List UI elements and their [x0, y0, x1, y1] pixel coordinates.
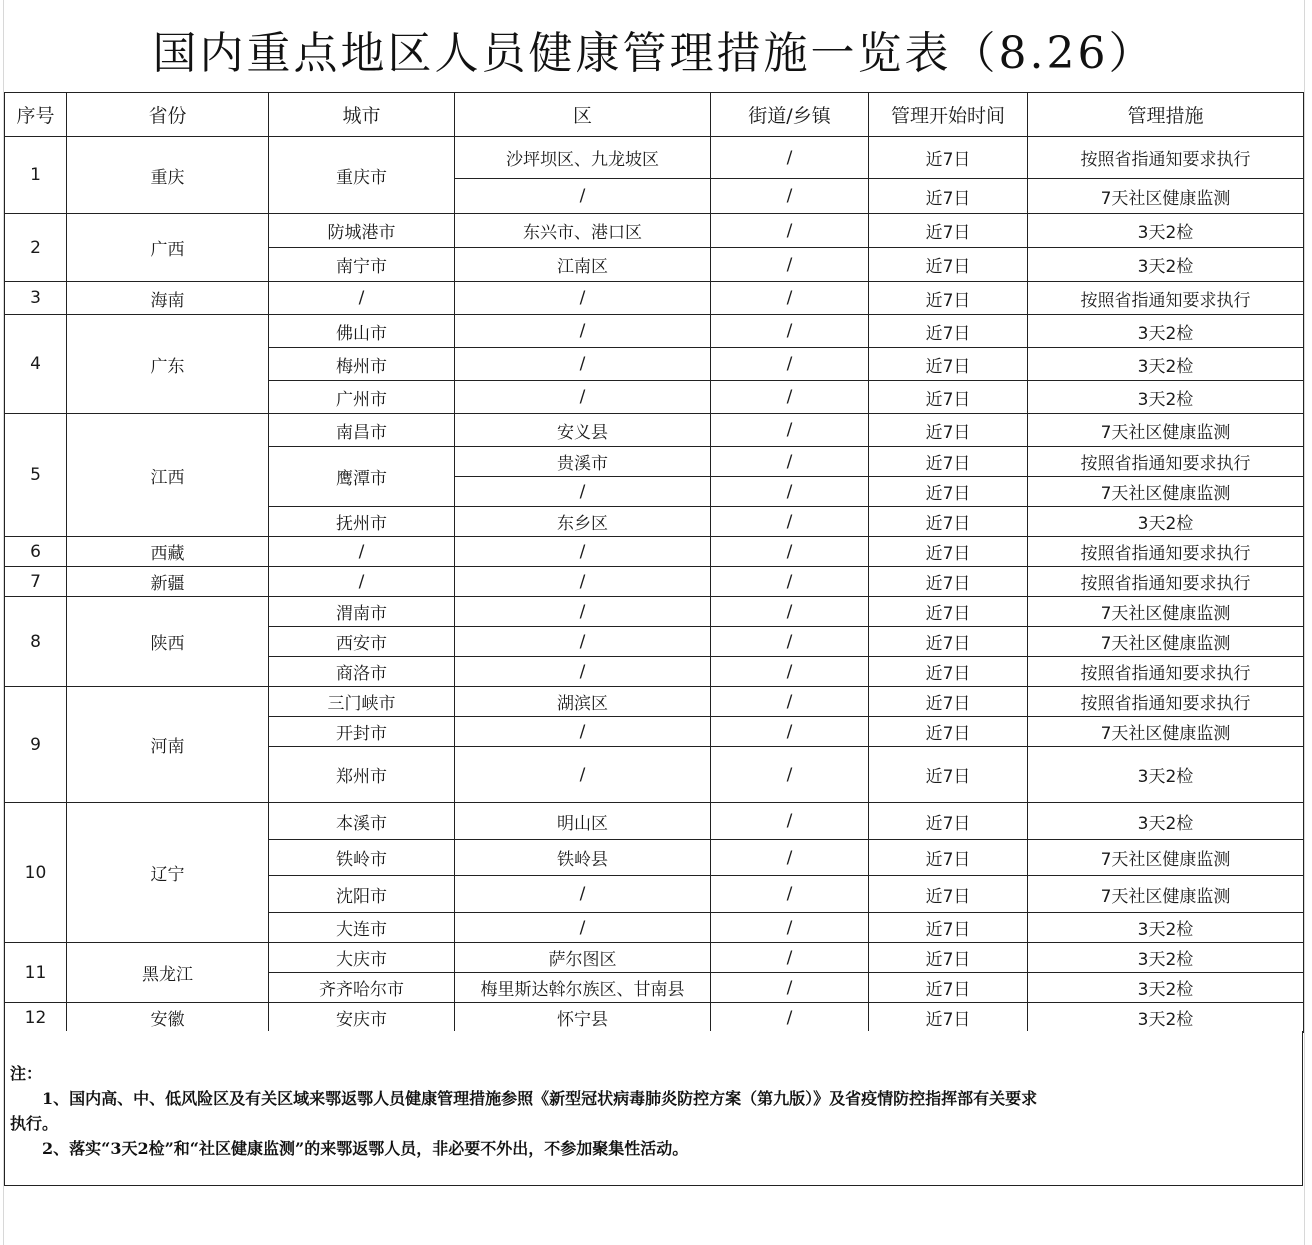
cell-start-time: 近7日	[869, 537, 1028, 567]
cell-province: 江西	[67, 414, 269, 537]
cell-measure: 3天2检	[1028, 1003, 1304, 1033]
cell-province: 广东	[67, 315, 269, 414]
cell-district: 安义县	[455, 414, 711, 447]
cell-start-time: 近7日	[869, 913, 1028, 943]
table-row	[5, 414, 1304, 447]
cell-measure: 7天社区健康监测	[1028, 717, 1304, 747]
cell-street: /	[711, 913, 869, 943]
cell-city: 三门峡市	[269, 687, 455, 717]
cell-district: 贵溪市	[455, 447, 711, 477]
cell-start-time: 近7日	[869, 687, 1028, 717]
cell-city: 大庆市	[269, 943, 455, 973]
page-title: 国内重点地区人员健康管理措施一览表（8.26）	[152, 28, 1156, 79]
header-row	[5, 93, 1304, 137]
table-row	[5, 943, 1304, 973]
sheet-gridline	[1304, 0, 1305, 1245]
cell-street: /	[711, 747, 869, 803]
cell-street: /	[711, 717, 869, 747]
cell-measure: 按照省指通知要求执行	[1028, 282, 1304, 315]
cell-district: /	[455, 179, 711, 214]
cell-city: 大连市	[269, 913, 455, 943]
header-district: 区	[455, 93, 711, 137]
cell-district: 江南区	[455, 248, 711, 282]
cell-district: /	[455, 348, 711, 381]
cell-street: /	[711, 348, 869, 381]
cell-city: 梅州市	[269, 348, 455, 381]
cell-start-time: 近7日	[869, 747, 1028, 803]
cell-start-time: 近7日	[869, 1003, 1028, 1033]
cell-measure: 3天2检	[1028, 348, 1304, 381]
table-row	[5, 315, 1304, 348]
cell-province: 黑龙江	[67, 943, 269, 1003]
cell-district: 明山区	[455, 803, 711, 840]
cell-seq: 3	[5, 282, 67, 315]
cell-street: /	[711, 627, 869, 657]
cell-district: 梅里斯达斡尔族区、甘南县	[455, 973, 711, 1003]
cell-province: 新疆	[67, 567, 269, 597]
cell-street: /	[711, 507, 869, 537]
cell-city: /	[269, 282, 455, 315]
cell-measure: 按照省指通知要求执行	[1028, 537, 1304, 567]
notes-section	[4, 1031, 1303, 1186]
cell-seq: 9	[5, 687, 67, 803]
cell-start-time: 近7日	[869, 477, 1028, 507]
cell-start-time: 近7日	[869, 507, 1028, 537]
cell-district: /	[455, 282, 711, 315]
cell-district: /	[455, 537, 711, 567]
cell-seq: 6	[5, 537, 67, 567]
cell-start-time: 近7日	[869, 973, 1028, 1003]
cell-city: 广州市	[269, 381, 455, 414]
cell-district: /	[455, 627, 711, 657]
cell-city: 南昌市	[269, 414, 455, 447]
cell-seq: 7	[5, 567, 67, 597]
cell-measure: 按照省指通知要求执行	[1028, 447, 1304, 477]
cell-city: 开封市	[269, 717, 455, 747]
cell-measure: 7天社区健康监测	[1028, 179, 1304, 214]
cell-district: /	[455, 597, 711, 627]
cell-measure: 3天2检	[1028, 315, 1304, 348]
header-province: 省份	[67, 93, 269, 137]
measures-table	[4, 92, 1304, 1033]
cell-city: 佛山市	[269, 315, 455, 348]
cell-province: 广西	[67, 214, 269, 282]
cell-district: 东乡区	[455, 507, 711, 537]
cell-street: /	[711, 414, 869, 447]
cell-city: 鹰潭市	[269, 447, 455, 507]
cell-city: 渭南市	[269, 597, 455, 627]
cell-city: 铁岭市	[269, 840, 455, 876]
table-row	[5, 567, 1304, 597]
cell-start-time: 近7日	[869, 943, 1028, 973]
cell-street: /	[711, 381, 869, 414]
cell-seq: 10	[5, 803, 67, 943]
cell-street: /	[711, 248, 869, 282]
cell-street: /	[711, 447, 869, 477]
cell-measure: 3天2检	[1028, 943, 1304, 973]
cell-province: 河南	[67, 687, 269, 803]
cell-city: /	[269, 537, 455, 567]
cell-street: /	[711, 803, 869, 840]
cell-district: /	[455, 381, 711, 414]
cell-measure: 3天2检	[1028, 214, 1304, 248]
table-row	[5, 1003, 1304, 1033]
cell-city: 西安市	[269, 627, 455, 657]
cell-start-time: 近7日	[869, 348, 1028, 381]
cell-city: 防城港市	[269, 214, 455, 248]
table-row	[5, 282, 1304, 315]
cell-city: 郑州市	[269, 747, 455, 803]
cell-city: 商洛市	[269, 657, 455, 687]
cell-seq: 12	[5, 1003, 67, 1033]
cell-city: 本溪市	[269, 803, 455, 840]
cell-street: /	[711, 137, 869, 179]
header-measure: 管理措施	[1028, 93, 1304, 137]
cell-measure: 按照省指通知要求执行	[1028, 657, 1304, 687]
cell-city: 重庆市	[269, 137, 455, 214]
cell-street: /	[711, 282, 869, 315]
cell-district: /	[455, 657, 711, 687]
cell-start-time: 近7日	[869, 567, 1028, 597]
cell-measure: 3天2检	[1028, 913, 1304, 943]
cell-city: 抚州市	[269, 507, 455, 537]
cell-seq: 11	[5, 943, 67, 1003]
note-item-2: 2、落实“3天2检”和“社区健康监测”的来鄂返鄂人员，非必要不外出，不参加聚集性活动。	[42, 1139, 689, 1158]
cell-street: /	[711, 1003, 869, 1033]
cell-city: 齐齐哈尔市	[269, 973, 455, 1003]
cell-start-time: 近7日	[869, 414, 1028, 447]
cell-measure: 3天2检	[1028, 803, 1304, 840]
cell-street: /	[711, 943, 869, 973]
cell-street: /	[711, 477, 869, 507]
cell-seq: 5	[5, 414, 67, 537]
header-seq: 序号	[5, 93, 67, 137]
cell-district: 铁岭县	[455, 840, 711, 876]
cell-street: /	[711, 657, 869, 687]
cell-province: 安徽	[67, 1003, 269, 1033]
cell-start-time: 近7日	[869, 381, 1028, 414]
cell-measure: 7天社区健康监测	[1028, 876, 1304, 913]
cell-start-time: 近7日	[869, 137, 1028, 179]
cell-district: 东兴市、港口区	[455, 214, 711, 248]
cell-start-time: 近7日	[869, 657, 1028, 687]
cell-district: 怀宁县	[455, 1003, 711, 1033]
header-start-time: 管理开始时间	[869, 93, 1028, 137]
cell-measure: 按照省指通知要求执行	[1028, 567, 1304, 597]
table-row	[5, 214, 1304, 248]
cell-district: /	[455, 747, 711, 803]
cell-measure: 7天社区健康监测	[1028, 477, 1304, 507]
cell-start-time: 近7日	[869, 876, 1028, 913]
cell-seq: 4	[5, 315, 67, 414]
cell-street: /	[711, 567, 869, 597]
table-row	[5, 597, 1304, 627]
cell-district: 沙坪坝区、九龙坡区	[455, 137, 711, 179]
table-row	[5, 137, 1304, 179]
note-item-1: 1、国内高、中、低风险区及有关区域来鄂返鄂人员健康管理措施参照《新型冠状病毒肺炎防控方案（第九版）》及省疫情防控指挥部有关要求	[42, 1089, 1038, 1108]
cell-start-time: 近7日	[869, 248, 1028, 282]
cell-start-time: 近7日	[869, 315, 1028, 348]
table-row	[5, 687, 1304, 717]
cell-street: /	[711, 315, 869, 348]
cell-start-time: 近7日	[869, 840, 1028, 876]
cell-district: /	[455, 913, 711, 943]
cell-district: 湖滨区	[455, 687, 711, 717]
cell-street: /	[711, 840, 869, 876]
cell-measure: 3天2检	[1028, 248, 1304, 282]
cell-start-time: 近7日	[869, 282, 1028, 315]
cell-start-time: 近7日	[869, 179, 1028, 214]
cell-measure: 按照省指通知要求执行	[1028, 137, 1304, 179]
cell-province: 陕西	[67, 597, 269, 687]
cell-measure: 3天2检	[1028, 507, 1304, 537]
cell-province: 辽宁	[67, 803, 269, 943]
cell-measure: 3天2检	[1028, 381, 1304, 414]
cell-measure: 3天2检	[1028, 973, 1304, 1003]
cell-street: /	[711, 214, 869, 248]
cell-province: 西藏	[67, 537, 269, 567]
cell-start-time: 近7日	[869, 597, 1028, 627]
cell-measure: 3天2检	[1028, 747, 1304, 803]
cell-street: /	[711, 537, 869, 567]
cell-start-time: 近7日	[869, 717, 1028, 747]
table-row	[5, 537, 1304, 567]
header-city: 城市	[269, 93, 455, 137]
cell-start-time: 近7日	[869, 447, 1028, 477]
cell-district: /	[455, 717, 711, 747]
cell-street: /	[711, 597, 869, 627]
cell-district: /	[455, 477, 711, 507]
cell-province: 重庆	[67, 137, 269, 214]
table-row	[5, 803, 1304, 840]
cell-seq: 1	[5, 137, 67, 214]
cell-district: 萨尔图区	[455, 943, 711, 973]
cell-measure: 7天社区健康监测	[1028, 627, 1304, 657]
notes-label: 注：	[10, 1064, 43, 1083]
cell-start-time: 近7日	[869, 803, 1028, 840]
cell-seq: 8	[5, 597, 67, 687]
cell-district: /	[455, 876, 711, 913]
cell-seq: 2	[5, 214, 67, 282]
cell-district: /	[455, 315, 711, 348]
cell-district: /	[455, 567, 711, 597]
cell-measure: 7天社区健康监测	[1028, 414, 1304, 447]
cell-city: 沈阳市	[269, 876, 455, 913]
cell-street: /	[711, 876, 869, 913]
cell-start-time: 近7日	[869, 627, 1028, 657]
cell-street: /	[711, 687, 869, 717]
cell-city: 安庆市	[269, 1003, 455, 1033]
cell-province: 海南	[67, 282, 269, 315]
cell-measure: 7天社区健康监测	[1028, 840, 1304, 876]
cell-start-time: 近7日	[869, 214, 1028, 248]
cell-street: /	[711, 179, 869, 214]
cell-city: 南宁市	[269, 248, 455, 282]
note-item-1-continued: 执行。	[10, 1114, 59, 1133]
cell-city: /	[269, 567, 455, 597]
cell-measure: 按照省指通知要求执行	[1028, 687, 1304, 717]
header-street: 街道/乡镇	[711, 93, 869, 137]
cell-measure: 7天社区健康监测	[1028, 597, 1304, 627]
cell-street: /	[711, 973, 869, 1003]
